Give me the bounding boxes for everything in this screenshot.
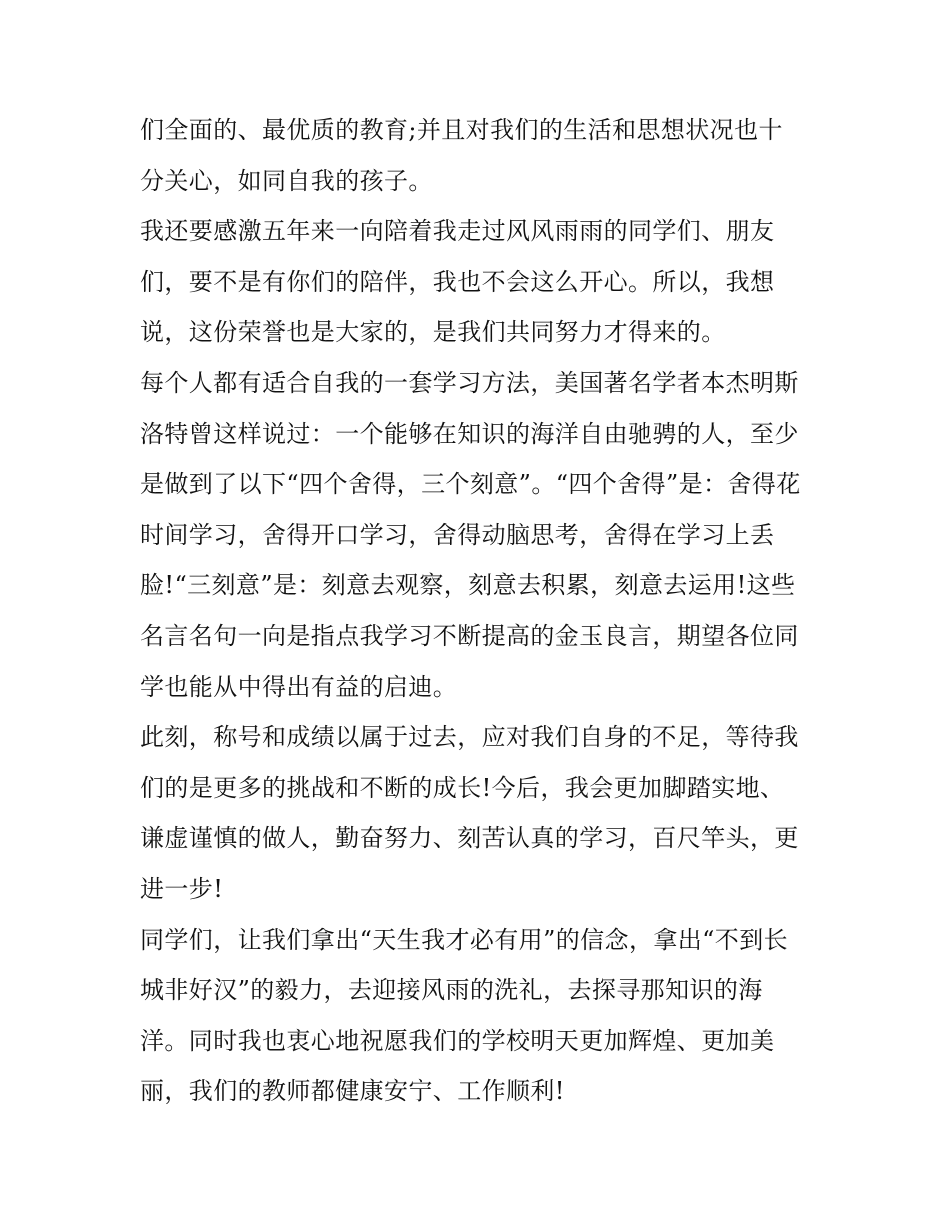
text-line: 进一步! (140, 874, 224, 903)
text-line: 名言名句一向是指点我学习不断提高的金玉良言，期望各位同 (140, 621, 799, 650)
text-line: 此刻，称号和成绩以属于过去，应对我们自身的不足，等待我 (140, 723, 799, 752)
text-line: 脸!“三刻意”是：刻意去观察，刻意去积累，刻意去运用!这些 (140, 571, 796, 600)
text-line: 城非好汉”的毅力，去迎接风雨的洗礼，去探寻那知识的海 (140, 976, 763, 1005)
text-line: 们全面的、最优质的教育;并且对我们的生活和思想状况也十 (140, 116, 783, 144)
text-line: 洛特曾这样说过：一个能够在知识的海洋自由驰骋的人，至少 (140, 419, 799, 448)
body-text (140, 105, 840, 1117)
text-line: 同学们，让我们拿出“天生我才必有用”的信念，拿出“不到长 (140, 925, 789, 954)
text-line: 们，要不是有你们的陪伴，我也不会这么开心。所以，我想 (140, 267, 775, 296)
text-line: 学也能从中得出有益的启迪。 (140, 672, 458, 701)
text-line: 说，这份荣誉也是大家的，是我们共同努力才得来的。 (140, 318, 726, 347)
text-line: 每个人都有适合自我的一套学习方法，美国著名学者本杰明斯 (140, 368, 799, 397)
text-line: 是做到了以下“四个舍得，三个刻意”。“四个舍得”是：舍得花 (140, 470, 801, 499)
text-line: 谦虚谨慎的做人，勤奋努力、刻苦认真的学习，百尺竿头，更 (140, 824, 799, 853)
text-line: 分关心，如同自我的孩子。 (140, 166, 433, 195)
text-line: 时间学习，舍得开口学习，舍得动脑思考，舍得在学习上丢 (140, 520, 775, 549)
text-line: 们的是更多的挑战和不断的成长!今后，我会更加脚踏实地、 (140, 773, 785, 802)
text-line: 我还要感激五年来一向陪着我走过风风雨雨的同学们、朋友 (140, 217, 775, 246)
text-line: 洋。同时我也衷心地祝愿我们的学校明天更加辉煌、更加美 (140, 1026, 775, 1055)
text-line: 丽，我们的教师都健康安宁、工作顺利! (140, 1077, 565, 1106)
